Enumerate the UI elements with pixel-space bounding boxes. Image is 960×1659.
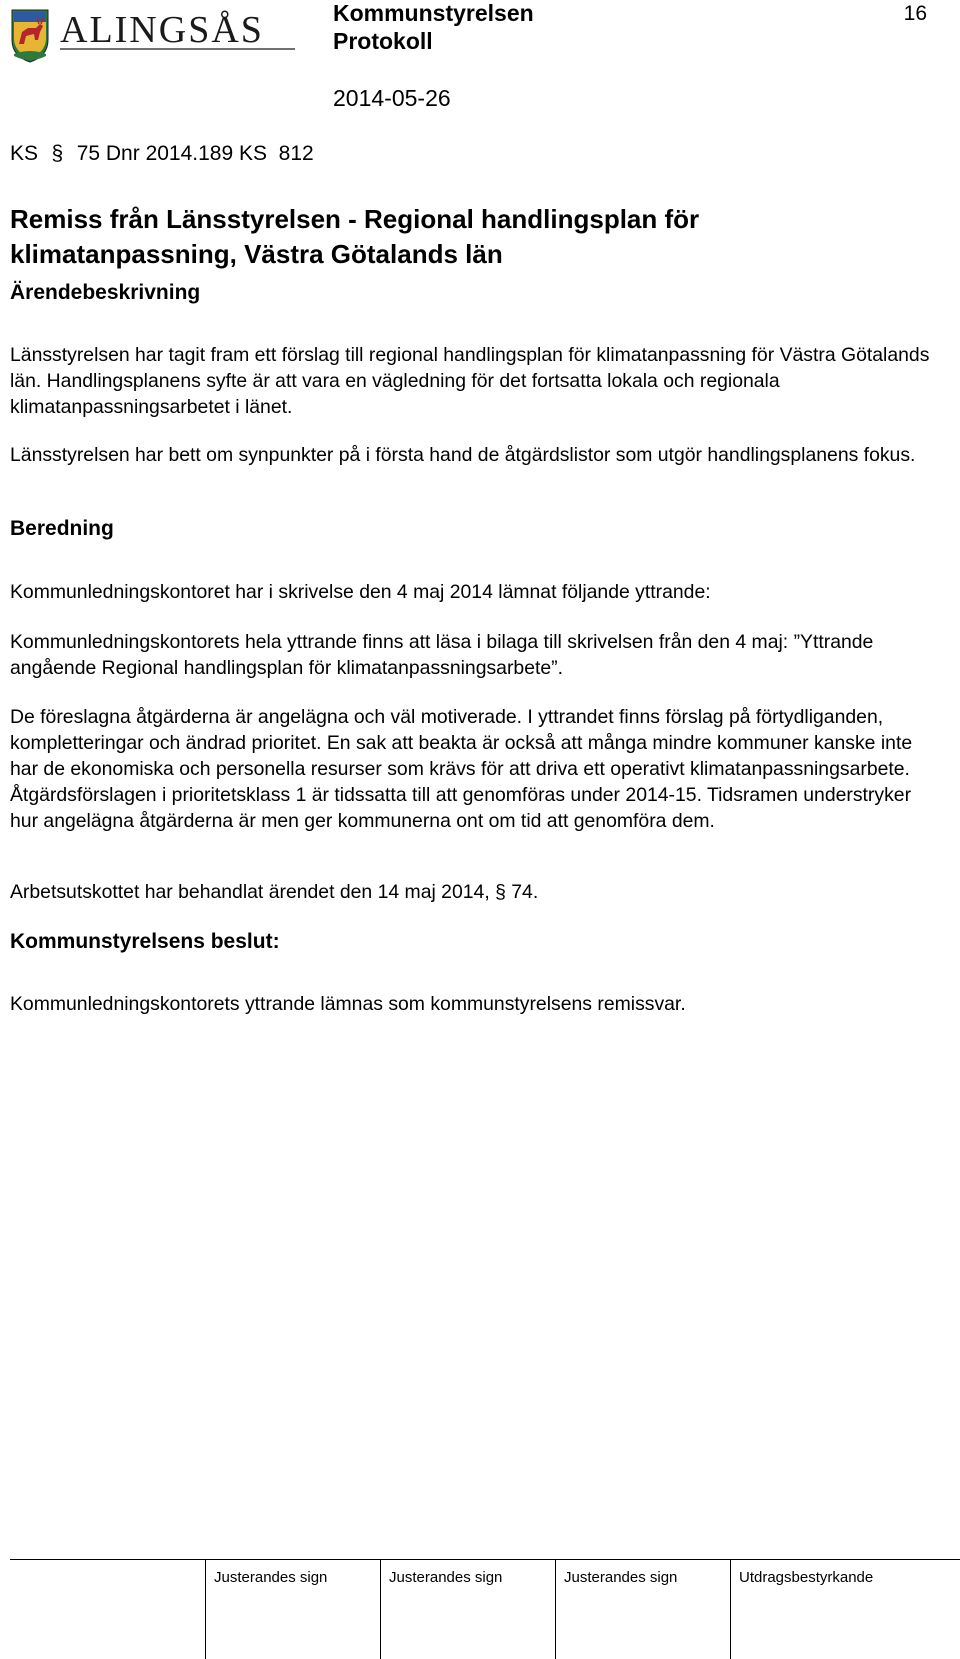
svg-text:ALINGSÅS: ALINGSÅS — [60, 9, 264, 51]
paragraph-arende-2: Länsstyrelsen har bett om synpunkter på i första hand de åtgärdslistor som utgör handlingsplanens fokus. — [10, 444, 916, 466]
document-title: Remiss från Länsstyrelsen - Regional handlingsplan för klimatanpassning, Västra Götalands län — [10, 204, 700, 269]
alingsas-logo — [10, 4, 300, 66]
reference-text: 75 Dnr 2014.189 KS 812 — [76, 142, 314, 165]
footer-signature-label: Justerandes sign — [564, 1569, 678, 1586]
paragraph-beslut: Kommunledningskontorets yttrande lämnas som kommunstyrelsens remissvar. — [10, 993, 686, 1015]
section-heading-arendebeskrivning: Ärendebeskrivning — [10, 281, 201, 304]
footer-signature-label: Justerandes sign — [214, 1569, 328, 1586]
footer-signature-label: Justerandes sign — [389, 1569, 503, 1586]
committee-name: Kommunstyrelsen — [333, 0, 534, 26]
footer-certification-label: Utdragsbestyrkande — [739, 1569, 874, 1586]
page-number: 16 — [903, 2, 927, 25]
footer-col-divider — [205, 1559, 206, 1659]
paragraph-beredning-3: De föreslagna åtgärderna är angelägna och väl motiverade. I yttrandet finns förslag på förtydliganden, kompletteringar och ändrad prioritet. En sak att beakta är också att många mindre kommuner kanske inte har de ekonomiska och personella resurser som krävs för att driva ett operativt klimatanpassningsarbete. Åtgärdsförslagen i prioritetsklass 1 är tidssatta till att genomföras under 2014-15. Tidsramen understryker hur angelägna åtgärderna är men ger kommunerna ont om tid att genomföra dem. — [10, 706, 913, 832]
reference-prefix: KS — [10, 142, 39, 165]
paragraph-beredning-2: Kommunledningskontorets hela yttrande finns att läsa i bilaga till skrivelsen från den 4 maj: ”Yttrande angående Regional handlingsplan för klimatanpassningsarbete”. — [10, 631, 874, 679]
section-heading-beslut: Kommunstyrelsens beslut: — [10, 930, 280, 953]
footer-col-divider — [730, 1559, 731, 1659]
reference-line — [10, 141, 314, 167]
meeting-date: 2014-05-26 — [333, 85, 451, 111]
paragraph-beredning-1: Kommunledningskontoret har i skrivelse den 4 maj 2014 lämnat följande yttrande: — [10, 581, 711, 603]
paragraph-beredning-4: Arbetsutskottet har behandlat ärendet den 14 maj 2014, § 74. — [10, 881, 539, 903]
section-sign-icon: § — [51, 142, 64, 165]
document-type: Protokoll — [333, 28, 433, 54]
coat-of-arms-icon — [12, 10, 48, 62]
footer-divider — [10, 1559, 960, 1560]
section-heading-beredning: Beredning — [10, 517, 114, 540]
footer-col-divider — [555, 1559, 556, 1659]
footer-col-divider — [380, 1559, 381, 1659]
paragraph-arende-1: Länsstyrelsen har tagit fram ett förslag till regional handlingsplan för klimatanpassning för Västra Götalands län. Handlingsplanens syfte är att vara en vägledning för det fortsatta lokala och regionala klimatanpassningsarbetet i länet. — [10, 344, 930, 418]
